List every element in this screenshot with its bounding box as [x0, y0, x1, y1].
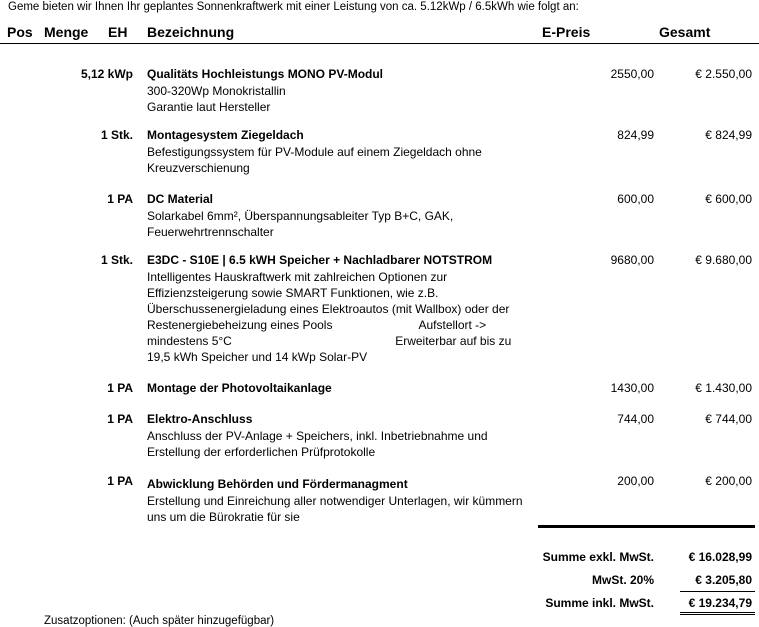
- item-total: € 600,00: [705, 192, 752, 206]
- item-description-line: Feuerwehrtrennschalter: [147, 225, 274, 239]
- grand-total-underline: [680, 612, 755, 613]
- total-value: € 16.028,99: [688, 550, 752, 564]
- item-description-line: 300-320Wp Monokristallin: [147, 84, 286, 98]
- item-quantity: 5,12 kWp: [80, 67, 133, 81]
- item-unit-price: 9680,00: [610, 253, 654, 267]
- item-quantity: 1 PA: [107, 381, 133, 395]
- item-total: € 744,00: [705, 412, 752, 426]
- additional-options-text: Zusatzoptionen: (Auch später hinzugefügbar): [44, 615, 275, 627]
- item-total: € 2.550,00: [695, 67, 752, 81]
- item-description-line: Anschluss der PV-Anlage + Speichers, inkl. Inbetriebnahme und: [147, 429, 488, 443]
- header-eh: EH: [108, 24, 128, 40]
- item-title: Qualitäts Hochleistungs MONO PV-Modul: [147, 67, 384, 81]
- item-quantity: 1 PA: [107, 192, 133, 206]
- item-total: € 9.680,00: [695, 253, 752, 267]
- item-title: Montagesystem Ziegeldach: [147, 128, 304, 142]
- item-title: E3DC - S10E | 6.5 kWH Speicher + Nachladbarer NOTSTROM: [147, 253, 493, 267]
- header-epreis: E-Preis: [542, 24, 591, 40]
- item-quantity: 1 Stk.: [100, 128, 133, 142]
- item-quantity: 1 PA: [107, 474, 133, 488]
- item-quantity: 1 Stk.: [100, 253, 133, 267]
- item-unit-price: 1430,00: [610, 381, 654, 395]
- item-title: Abwicklung Behörden und Fördermanagment: [147, 477, 408, 491]
- item-description-line: mindestens 5°C Erweiterbar auf bis zu: [147, 334, 512, 348]
- item-description: [147, 428, 537, 460]
- total-label: MwSt. 20%: [591, 573, 654, 587]
- item-description-line: Intelligentes Hauskraftwerk mit zahlreichen Optionen zur: [147, 270, 448, 284]
- item-description-line: Solarkabel 6mm², Überspannungsableiter Typ B+C, GAK,: [147, 209, 454, 223]
- item-unit-price: 200,00: [617, 474, 654, 488]
- header-menge: Menge: [44, 24, 89, 40]
- item-description-line: Erstellung und Einreichung aller notwendiger Unterlagen, wir kümmern: [147, 494, 523, 508]
- item-description: [147, 208, 537, 240]
- item-description-line: 19,5 kWh Speicher und 14 kWp Solar-PV: [147, 350, 368, 364]
- item-title: DC Material: [147, 192, 214, 206]
- totals-separator: [538, 525, 755, 528]
- total-label: Summe exkl. MwSt.: [542, 550, 654, 564]
- header-gesamt: Gesamt: [659, 24, 711, 40]
- item-description-line: Kreuzverschienung: [147, 161, 250, 175]
- item-quantity: 1 PA: [107, 412, 133, 426]
- item-description-line: Befestigungssystem für PV-Module auf einem Ziegeldach ohne: [147, 145, 482, 159]
- intro-text: Geme bieten wir Ihnen Ihr geplantes Sonnenkraftwerk mit einer Leistung von ca. 5.12kWp / 6.5kWh wie folgt an:: [8, 1, 579, 13]
- item-unit-price: 744,00: [617, 412, 654, 426]
- total-value: € 19.234,79: [688, 596, 752, 610]
- item-total: € 200,00: [705, 474, 752, 488]
- item-description-line: Effizienzsteigerung sowie SMART Funktionen, wie z.B.: [147, 286, 439, 300]
- item-description-line: Überschussenergieladung eines Elektroautos (mit Wallbox) oder der: [147, 302, 510, 316]
- item-unit-price: 2550,00: [610, 67, 654, 81]
- item-total: € 824,99: [705, 128, 752, 142]
- item-title: Montage der Photovoltaikanlage: [147, 381, 332, 395]
- item-unit-price: 824,99: [617, 128, 654, 142]
- total-label: Summe inkl. MwSt.: [545, 596, 654, 610]
- grand-total-underline: [680, 614, 755, 615]
- item-total: € 1.430,00: [695, 381, 752, 395]
- item-description-line: Erstellung der erforderlichen Prüfprotokolle: [147, 445, 376, 459]
- item-unit-price: 600,00: [617, 192, 654, 206]
- item-description: [147, 269, 537, 365]
- item-description-line: Garantie laut Hersteller: [147, 100, 271, 114]
- item-description-line: uns um die Bürokratie für sie: [147, 510, 300, 524]
- item-title: Elektro-Anschluss: [147, 412, 253, 426]
- header-bezeichnung: Bezeichnung: [147, 24, 235, 40]
- header-pos: Pos: [7, 24, 33, 40]
- item-description: [147, 493, 537, 525]
- total-value: € 3.205,80: [695, 573, 752, 587]
- table-header: [0, 23, 759, 44]
- item-description-line: Restenergiebeheizung eines Pools Aufstellort ->: [147, 318, 487, 332]
- item-description: [147, 144, 537, 176]
- total-underline: [680, 591, 755, 592]
- item-description: [147, 83, 537, 115]
